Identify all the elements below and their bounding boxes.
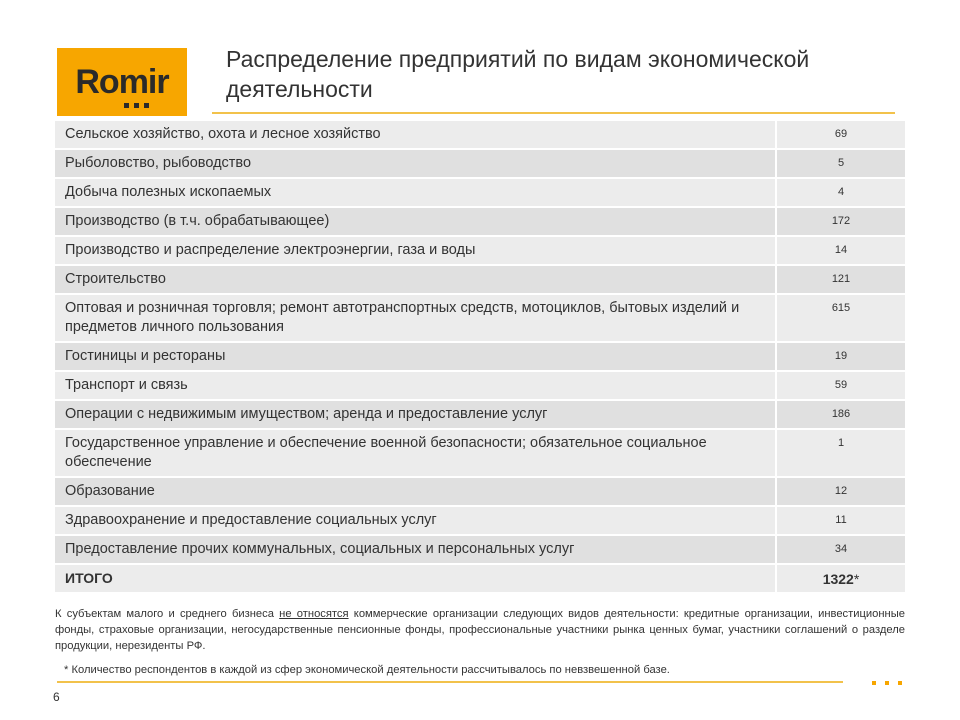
row-value: 11 xyxy=(835,514,847,526)
row-label: Оптовая и розничная торговля; ремонт автотранспортных средств, мотоциклов, бытовых изделий и предметов личного пользования xyxy=(55,295,777,341)
note-text-before: К субъектам малого и среднего бизнеса xyxy=(55,608,280,620)
row-label: Добыча полезных ископаемых xyxy=(55,179,777,206)
bottom-dots xyxy=(872,681,902,685)
row-value: 4 xyxy=(837,186,845,198)
row-value: 34 xyxy=(834,543,848,555)
table-row xyxy=(55,478,905,507)
logo-text: Romir xyxy=(75,63,169,101)
bottom-divider xyxy=(57,681,843,683)
footnote: * Количество респондентов в каждой из сфер экономической деятельности рассчитывалось по невзвешенной базе. xyxy=(64,664,670,676)
row-value: 14 xyxy=(834,244,848,256)
table-row xyxy=(55,430,905,478)
row-value: 19 xyxy=(834,350,848,362)
row-value: 5 xyxy=(837,157,845,169)
row-label: Операции с недвижимым имуществом; аренда и предоставление услуг xyxy=(55,401,777,428)
table-row xyxy=(55,507,905,536)
page-title: Распределение предприятий по видам экономической деятельности xyxy=(226,46,810,102)
row-label: Здравоохранение и предоставление социальных услуг xyxy=(55,507,777,534)
row-value: 615 xyxy=(831,302,851,314)
row-label: Образование xyxy=(55,478,777,505)
sme-note xyxy=(55,606,905,654)
row-value: 1 xyxy=(837,437,845,449)
row-label: Рыболовство, рыбоводство xyxy=(55,150,777,177)
row-label: Сельское хозяйство, охота и лесное хозяйство xyxy=(55,121,777,148)
row-label: Транспорт и связь xyxy=(55,372,777,399)
total-value-cell xyxy=(777,565,905,592)
table-row xyxy=(55,237,905,266)
table-row xyxy=(55,179,905,208)
row-label: Государственное управление и обеспечение военной безопасности; обязательное социальное обеспечение xyxy=(55,430,777,476)
title-divider xyxy=(212,112,895,114)
row-value: 69 xyxy=(834,128,848,140)
table-row xyxy=(55,208,905,237)
activity-table xyxy=(55,121,905,594)
table-row xyxy=(55,536,905,565)
row-label: Строительство xyxy=(55,266,777,293)
total-footnote-mark: * xyxy=(853,570,860,587)
table-row xyxy=(55,343,905,372)
row-label: Производство и распределение электроэнергии, газа и воды xyxy=(55,237,777,264)
row-value: 59 xyxy=(834,379,848,391)
note-underlined: не относятся xyxy=(279,608,349,620)
row-label: Производство (в т.ч. обрабатывающее) xyxy=(55,208,777,235)
total-row xyxy=(55,565,905,594)
total-value: 1322 xyxy=(822,570,854,587)
total-label: ИТОГО xyxy=(55,565,777,592)
row-value: 12 xyxy=(834,485,848,497)
note-text-after: коммерческие организации следующих видов деятельности: кредитные организации, инвестиционные фонды, страховые организации, негосударственные пенсионные фонды, профессиональные участники рынка ценных бумаг, участники соглашений о разделе продукции, нерезиденты РФ. xyxy=(55,608,906,652)
logo-dots xyxy=(124,103,149,108)
table-row xyxy=(55,266,905,295)
table-row xyxy=(55,295,905,343)
page-number: 6 xyxy=(53,690,60,704)
row-label: Гостиницы и рестораны xyxy=(55,343,777,370)
row-value: 186 xyxy=(831,408,851,420)
table-row xyxy=(55,150,905,179)
row-value: 172 xyxy=(831,215,851,227)
romir-logo xyxy=(57,48,187,116)
table-row xyxy=(55,121,905,150)
table-row xyxy=(55,401,905,430)
table-row xyxy=(55,372,905,401)
row-value: 121 xyxy=(831,273,851,285)
row-label: Предоставление прочих коммунальных, социальных и персональных услуг xyxy=(55,536,777,563)
